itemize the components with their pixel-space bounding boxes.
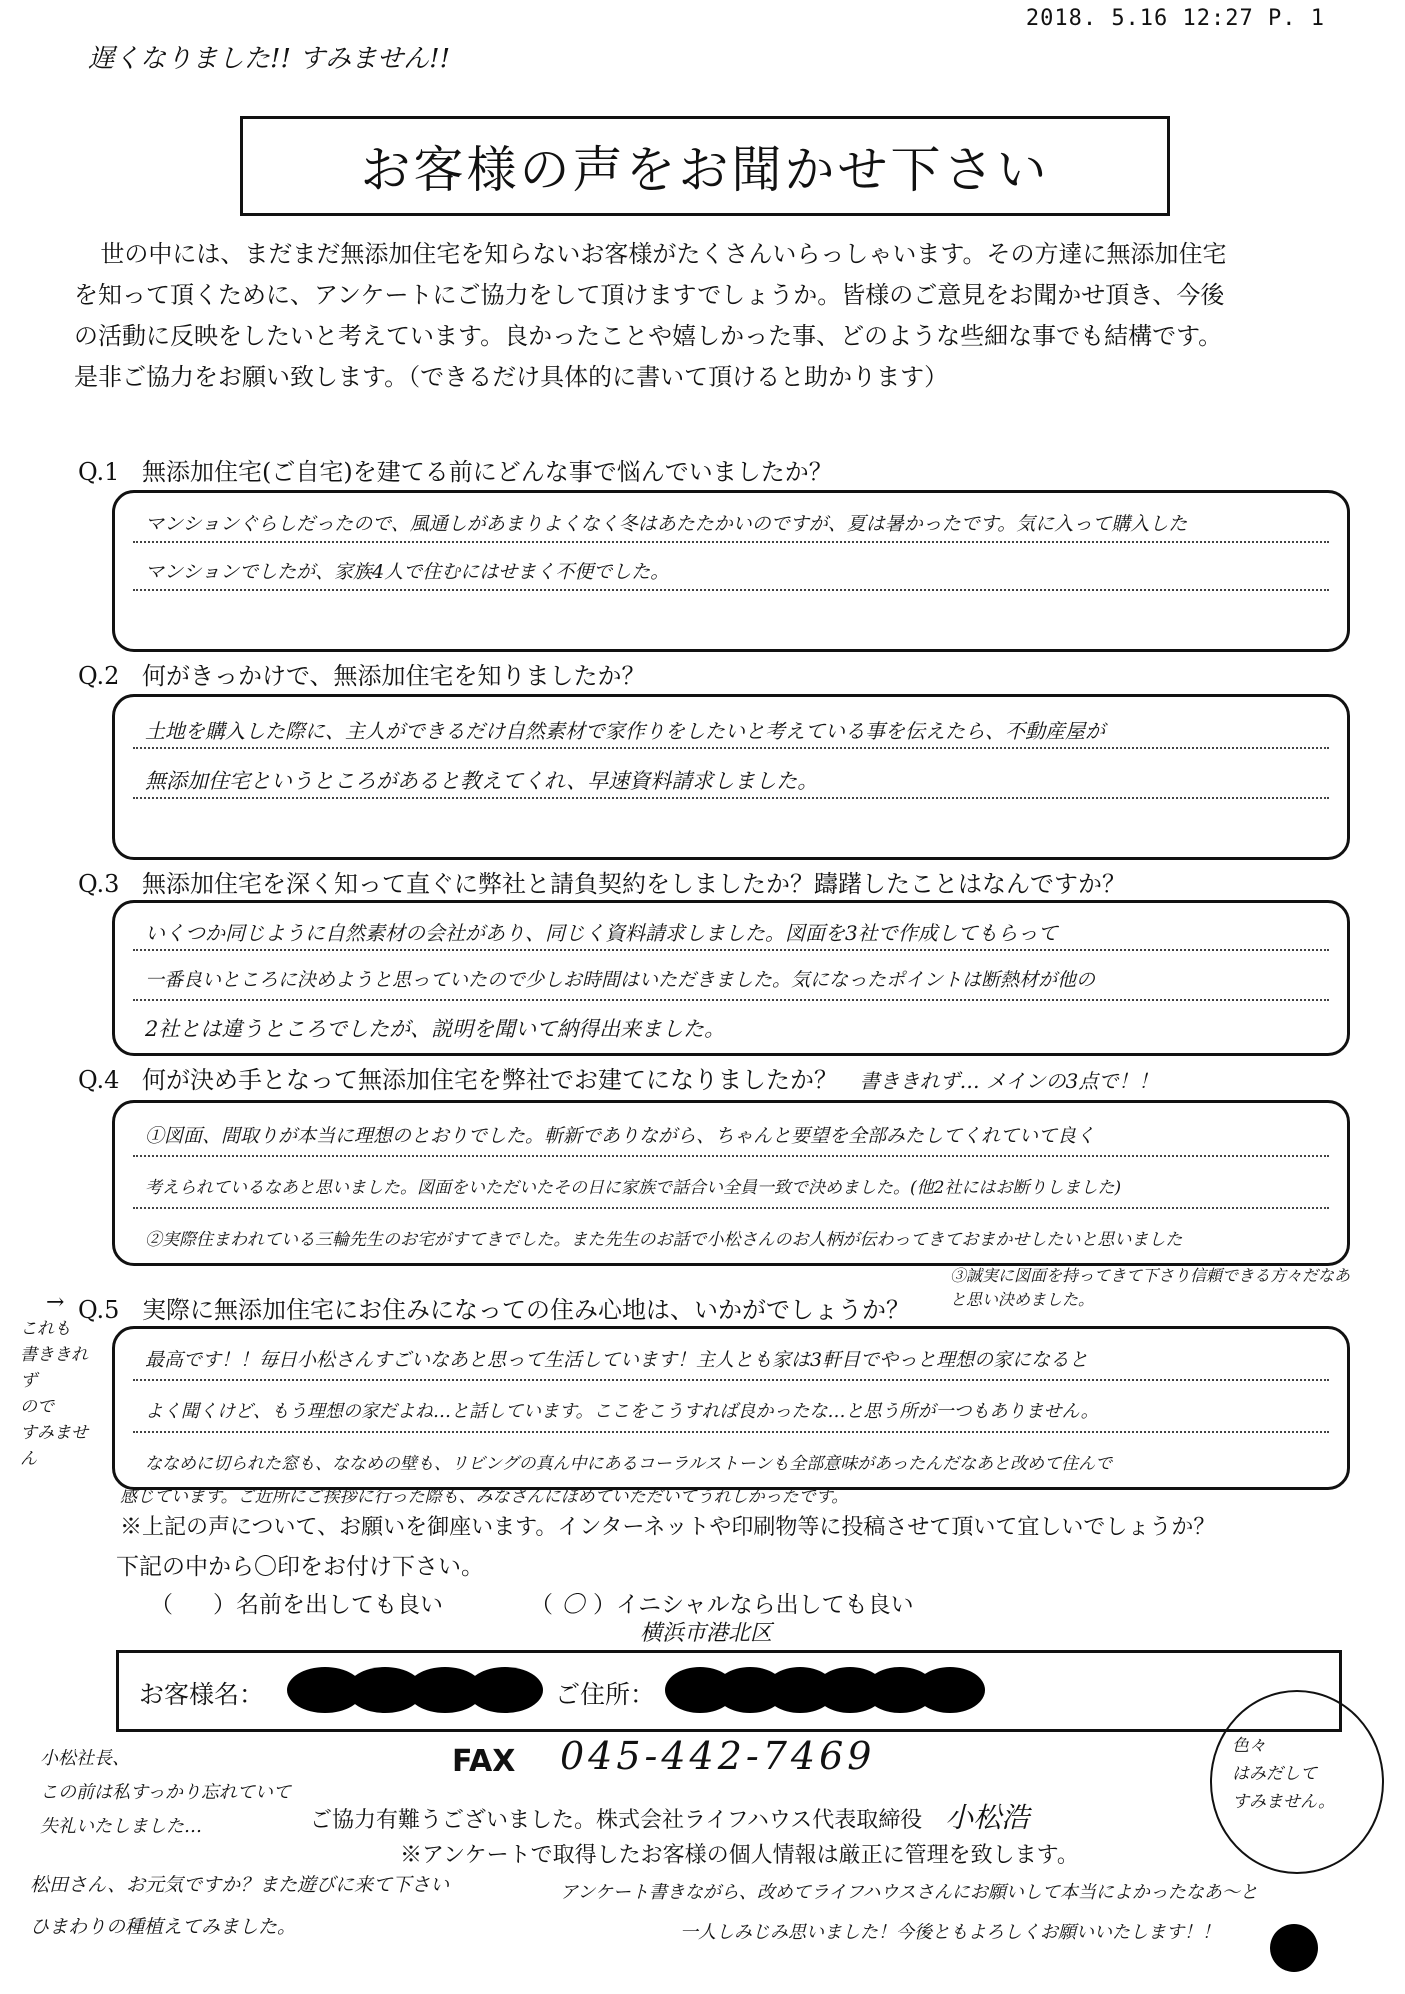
question-number: Q.2 <box>78 662 120 690</box>
intro-line: 世の中には、まだまだ無添加住宅を知らないお客様がたくさんいらっしゃいます。その方達に無添加住宅 <box>100 240 1227 268</box>
privacy-note: ※アンケートで取得したお客様の個人情報は厳正に管理を致します。 <box>400 1843 1079 1868</box>
circle-note-line: すみません。 <box>1232 1792 1336 1812</box>
answer-line: マンションでしたが、家族4人で住むにはせまく不便でした。 <box>145 561 670 583</box>
question-text: 無添加住宅を深く知って直ぐに弊社と請負契約をしましたか？躊躇したことはなんですか？ <box>142 870 1126 898</box>
title-box <box>240 116 1170 216</box>
answer-line: ①図面、間取りが本当に理想のとおりでした。斬新でありながら、ちゃんと要望を全部みたしてくれていて良く <box>145 1125 1096 1147</box>
redacted-address <box>665 1667 1045 1713</box>
intro-line: の活動に反映をしたいと考えています。良かったことや嬉しかった事、どのような些細な事でも結構です。 <box>74 322 1223 350</box>
circle-note <box>1210 1690 1384 1874</box>
option-name[interactable]: （ ）名前を出しても良い <box>150 1592 443 1618</box>
answer-overflow: 感じています。ご近所にご挨拶に行った際も、みなさんにほめていただいてうれしかったです。 <box>120 1487 849 1507</box>
intro-line: 是非ご協力をお願い致します。（できるだけ具体的に書いて頂けると助かります） <box>74 363 949 391</box>
answer-line: 一番良いところに決めようと思っていたので少しお時間はいただきました。気になったポイントは断熱材が他の <box>145 969 1096 991</box>
handwritten-note: ③誠実に図面を持ってきて下さり信頼できる方々だなあと思い決めました。 <box>950 1266 1351 1309</box>
question-number: Q.3 <box>78 870 120 898</box>
question-text: 何がきっかけで、無添加住宅を知りましたか？ <box>142 662 646 690</box>
hand-line: 失礼いたしました… <box>40 1816 202 1837</box>
answer-line: ②実際住まわれている三輪先生のお宅がすてきでした。また先生のお話で小松さんのお人柄が伝わってきておまかせしたいと思いました <box>145 1230 1183 1250</box>
circle-note-line: 色々 <box>1232 1736 1266 1756</box>
answer-line: 考えられているなあと思いました。図面をいただいたその日に家族で話合い全員一致で決めました。(他2社にはお断りしました) <box>145 1178 1122 1198</box>
fax-header: 2018. 5.16 12:27 P. 1 <box>1025 6 1325 31</box>
handwritten-apology: 遅くなりました!! すみません!! <box>88 44 451 74</box>
side-note-line: ので <box>20 1397 54 1417</box>
side-note-line: すみません <box>20 1423 88 1469</box>
side-note-line: これも <box>20 1319 71 1339</box>
handwritten-note: 書ききれず… メインの3点で！！ <box>859 1069 1159 1093</box>
side-note-line: 書ききれず <box>20 1345 88 1391</box>
question-text: 何が決め手となって無添加住宅を弊社でお建てになりましたか？ <box>142 1066 838 1094</box>
question-number: Q.5 <box>78 1296 120 1324</box>
fax-number: 045-442-7469 <box>560 1734 876 1778</box>
option-label: イニシャルなら出しても良い <box>616 1592 914 1618</box>
intro-paragraph <box>74 234 1344 398</box>
page-title: お客様の声をお聞かせ下さい <box>360 141 1050 199</box>
question-1 <box>78 452 833 487</box>
answer-line: いくつか同じように自然素材の会社があり、同じく資料請求しました。図面を3社で作成してもらって <box>145 921 1058 945</box>
answer-line: ななめに切られた窓も、ななめの壁も、リビングの真ん中にあるコーラルストーンも全部意味があったんだなあと改めて住んで <box>145 1454 1113 1474</box>
address-label: ご住所： <box>555 1680 656 1709</box>
thanks-text: ご協力有難うございました。株式会社ライフハウス代表取締役 <box>310 1808 923 1833</box>
question-number: Q.4 <box>78 1066 120 1094</box>
hand-line: 小松社長、 <box>40 1748 130 1769</box>
question-number: Q.1 <box>78 458 120 486</box>
answer-box-3 <box>112 900 1350 1056</box>
hand-line: この前は私すっかり忘れていて <box>40 1782 291 1803</box>
question-4 <box>78 1060 1158 1095</box>
side-note <box>20 1316 100 1472</box>
answer-box-4 <box>112 1100 1350 1266</box>
thanks-line <box>310 1796 1029 1836</box>
answer-line: 土地を購入した際に、主人ができるだけ自然素材で家作りをしたいと考えている事を伝えたら、不動産屋が <box>145 719 1105 743</box>
customer-name-label: お客様名： <box>139 1680 265 1709</box>
choose-line: 下記の中から〇印をお付け下さい。 <box>116 1554 484 1580</box>
handwritten-bottom-2: ひまわりの種植えてみました。 <box>30 1916 297 1938</box>
answer-line: 最高です！！毎日小松さんすごいなあと思って生活しています！主人とも家は3軒目でやっと理想の家になると <box>145 1349 1089 1371</box>
arrow-mark: → <box>46 1290 65 1315</box>
fax-label: FAX <box>452 1744 516 1779</box>
request-line: ※上記の声について、お願いを御座います。インターネットや印刷物等に投稿させて頂いて宜しいでしょうか？ <box>120 1515 1216 1540</box>
handwritten-bottom-3: アンケート書きながら、改めてライフハウスさんにお願いして本当によかったなあ～と <box>560 1882 1258 1903</box>
handwritten-bottom-4: 一人しみじみ思いました！今後ともよろしくお願いいたします！！ <box>680 1922 1220 1943</box>
question-2 <box>78 656 646 691</box>
answer-line: マンションぐらしだったので、風通しがあまりよくなく冬はあたたかいのですが、夏は暑かったです。気に入って購入した <box>145 513 1188 535</box>
address-handwritten: 横浜市港北区 <box>640 1621 773 1646</box>
circle-note-line: はみだして <box>1232 1764 1317 1784</box>
answer-box-1 <box>112 490 1350 652</box>
answer-box-5 <box>112 1326 1350 1490</box>
option-initial[interactable]: （ 〇 ）イニシャルなら出しても良い <box>530 1586 914 1619</box>
option-label: 名前を出しても良い <box>236 1592 443 1618</box>
option-mark: 〇 <box>561 1592 585 1618</box>
redaction-dot <box>1270 1924 1318 1972</box>
redacted-name <box>287 1667 567 1713</box>
handwritten-bottom-1: 松田さん、お元気ですか？また遊びに来て下さい <box>30 1874 450 1896</box>
question-5 <box>78 1290 910 1325</box>
question-text: 無添加住宅(ご自宅)を建てる前にどんな事で悩んでいましたか？ <box>142 458 833 486</box>
answer-line: 無添加住宅というところがあると教えてくれ、早速資料請求しました。 <box>145 769 819 793</box>
intro-line: を知って頂くために、アンケートにご協力をして頂けますでしょうか。皆様のご意見をお聞かせ頂き、今後 <box>74 281 1225 309</box>
customer-info-box <box>116 1650 1342 1732</box>
question-text: 実際に無添加住宅にお住みになっての住み心地は、いかがでしょうか？ <box>142 1296 910 1324</box>
answer-line: よく聞くけど、もう理想の家だよね…と話しています。ここをこうすれば良かったな…と思う所が一つもありません。 <box>145 1401 1099 1422</box>
ceo-signature: 小松浩 <box>945 1801 1030 1834</box>
question-3 <box>78 864 1126 899</box>
answer-line: 2社とは違うところでしたが、説明を聞いて納得出来ました。 <box>145 1017 726 1041</box>
answer-box-2 <box>112 694 1350 860</box>
